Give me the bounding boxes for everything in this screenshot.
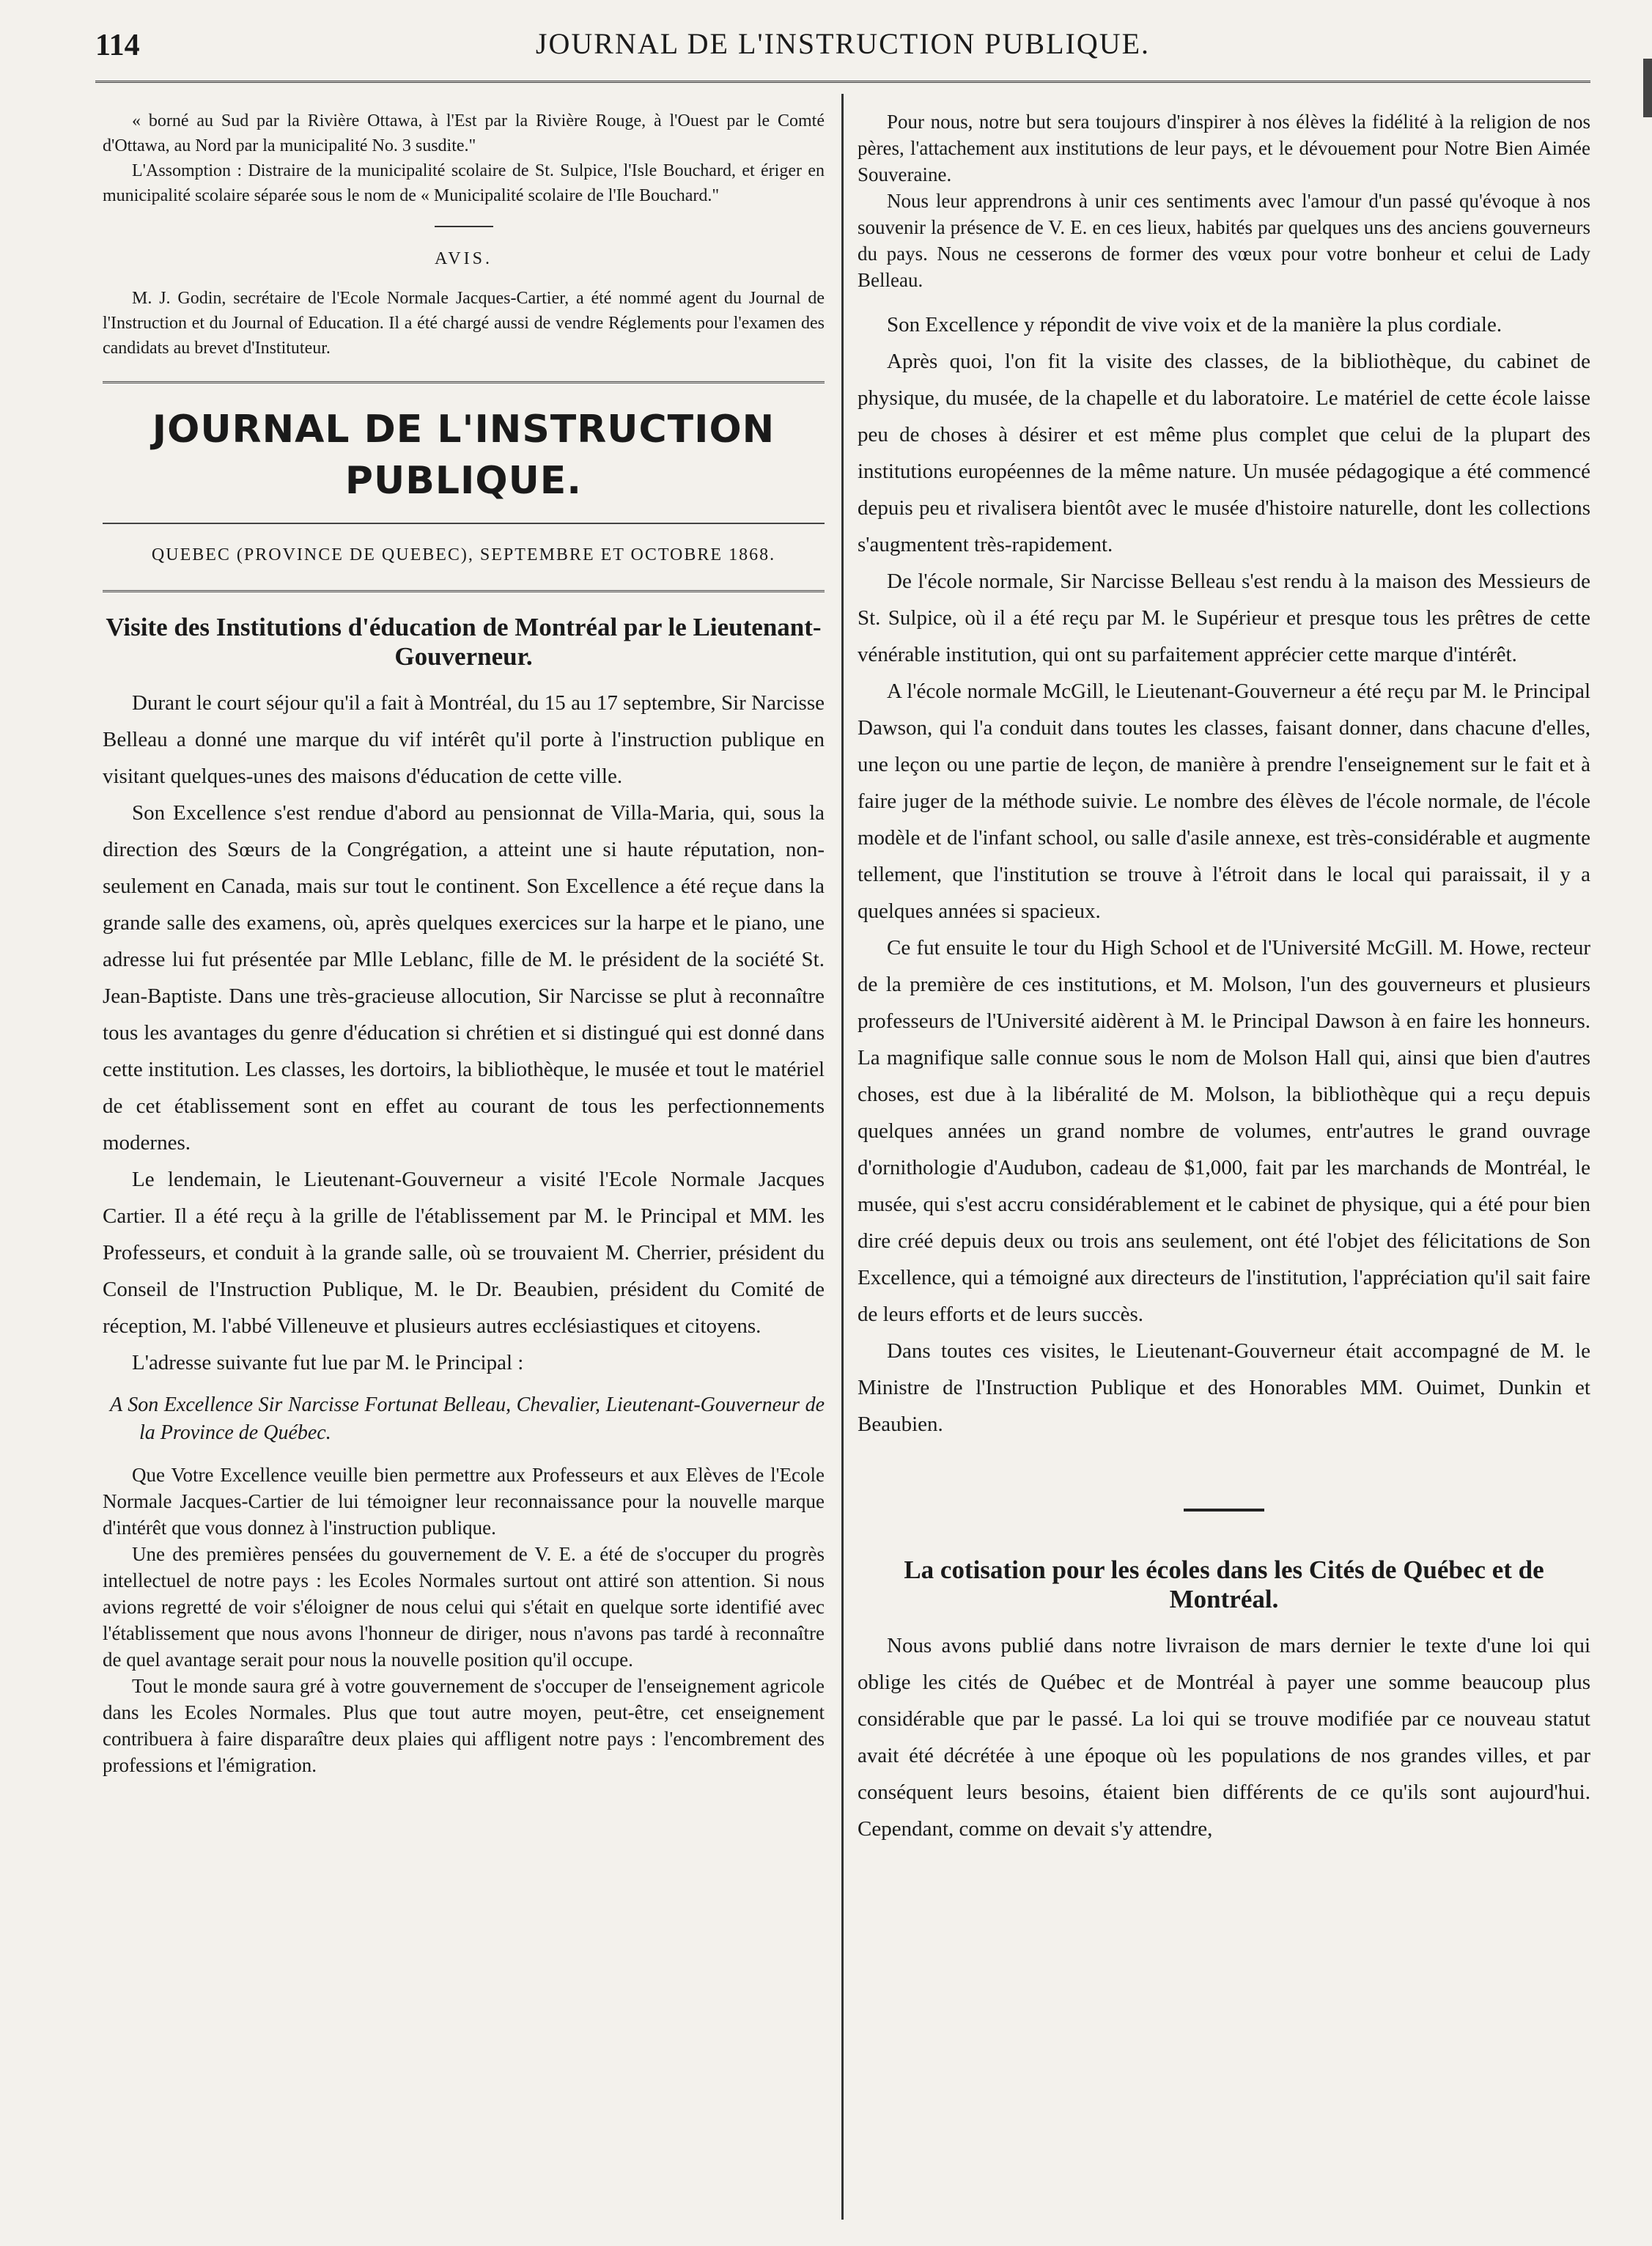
dateline-rule [103, 590, 825, 592]
dateline: QUEBEC (PROVINCE DE QUEBEC), SEPTEMBRE ET OCTOBRE 1868. [151, 545, 776, 564]
paragraph: Le lendemain, le Lieutenant-Gouverneur a visité l'Ecole Normale Jacques Cartier. Il a été reçu à la grille de l'établissement par M. le Principal et MM. les Professeurs, et conduit à la grande salle, où se trouvaient M. Cherrier, président du Conseil de l'Instruction Publique, M. le Dr. Beaubien, président du Comité de réception, M. l'abbé Villeneuve et plusieurs autres ecclésiastiques et citoyens. [103, 1168, 825, 1338]
address-salutation: A Son Excellence Sir Narcisse Fortunat Belleau, Chevalier, Lieutenant-Gouverneur de la Province de Québec. [110, 1393, 825, 1444]
address-body [103, 1462, 825, 1778]
paragraph: Durant le court séjour qu'il a fait à Montréal, du 15 au 17 septembre, Sir Narcisse Belleau a donné une marque du vif intérêt qu'il porte à l'instruction publique en visitant quelques-unes des maisons d'éducation de cette ville. [103, 691, 825, 788]
section-divider [1184, 1509, 1264, 1512]
address-paragraph: Une des premières pensées du gouvernement de V. E. a été de s'occuper du progrès intellectuel de notre pays : les Ecoles Normales surtout ont attiré son attention. Si nous avions regretté de voir s'éloigner de nous celui qui s'était en quelque sorte identifié avec l'établissement que nous avons l'honneur de diriger, nous n'avons pas tardé à reconnaître de quel avantage serait pour nous la nouvelle position qu'il occupe. [103, 1543, 825, 1671]
page-number: 114 [95, 29, 140, 62]
address-paragraph: Tout le monde saura gré à votre gouvernement de s'occuper de l'enseignement agricole dans les Ecoles Normales. Plus que tout autre moyen, peut-être, cet enseignement contribuera à faire disparaître deux plaies qui affligent notre pays : l'encombrement des professions et l'émigration. [103, 1675, 825, 1776]
address-paragraph: Que Votre Excellence veuille bien permettre aux Professeurs et aux Elèves de l'Ecole Normale Jacques-Cartier de lui témoigner leur reconnaissance pour la nouvelle marque d'intérêt que vous donnez à l'instruction publique. [103, 1464, 825, 1539]
notice-line: L'Assomption : Distraire de la municipalité scolaire de St. Sulpice, l'Isle Bouchard, et ériger en municipalité scolaire séparée sous le nom de « Municipalité scolaire de l'Ile Bouchard." [103, 161, 825, 205]
left-column [103, 108, 825, 1778]
right-column [858, 108, 1590, 1847]
masthead-bottom-rule [103, 523, 825, 524]
address-continued [858, 108, 1590, 293]
article2-title: La cotisation pour les écoles dans les Cités de Québec et de Montréal. [904, 1555, 1544, 1613]
column-divider [841, 94, 844, 2220]
header-rule [95, 81, 1590, 83]
notice-line: « borné au Sud par la Rivière Ottawa, à l'Est par la Rivière Rouge, à l'Ouest par le Comté d'Ottawa, au Nord par la municipalité No. 3 susdite." [103, 111, 825, 155]
paragraph: Après quoi, l'on fit la visite des classes, de la bibliothèque, du cabinet de physique, du musée, de la chapelle et du laboratoire. Le matériel de cette école laisse peu de choses à désirer et est même plus complet que celui de la plupart des institutions européennes de la même nature. Un musée pédagogique a été commencé depuis peu et rivalisera bientôt avec le musée d'histoire naturelle, dont les collections s'augmentent très-rapidement. [858, 350, 1590, 556]
paragraph: Dans toutes ces visites, le Lieutenant-Gouverneur était accompagné de M. le Ministre de l'Instruction Publique et des Honorables MM. Ouimet, Dunkin et Beaubien. [858, 1339, 1590, 1436]
paragraph: Nous avons publié dans notre livraison de mars dernier le texte d'une loi qui oblige les cités de Québec et de Montréal à payer une somme beaucoup plus considérable que par le passé. La loi qui se trouve modifiée par ce nouveau statut avait été décrétée à une époque où les populations de nos grandes villes, et par conséquent leurs besoins, étaient bien différents de ce qu'ils sont aujourd'hui. Cependant, comme on devait s'y attendre, [858, 1634, 1590, 1841]
paragraph: L'adresse suivante fut lue par M. le Principal : [132, 1351, 524, 1374]
page-header [95, 22, 1590, 66]
avis-text: M. J. Godin, secrétaire de l'Ecole Normale Jacques-Cartier, a été nommé agent du Journal de l'Instruction et du Journal of Education. Il a été chargé aussi de vendre Réglements pour l'examen des candidats au brevet d'Instituteur. [103, 289, 825, 358]
paragraph: De l'école normale, Sir Narcisse Belleau s'est rendu à la maison des Messieurs de St. Sulpice, où il a été reçu par M. le Supérieur et presque tous les prêtres de cette vénérable institution, qui ont su parfaitement apprécier cette marque d'intérêt. [858, 570, 1590, 666]
address-paragraph: Nous leur apprendrons à unir ces sentiments avec l'amour d'un passé qu'évoque à nos souvenir la présence de V. E. en ces lieux, habités par quelques uns des anciens gouverneurs du pays. Nous ne cesserons de former des vœux pour votre bonheur et celui de Lady Belleau. [858, 190, 1590, 291]
address-paragraph: Pour nous, notre but sera toujours d'inspirer à nos élèves la fidélité à la religion de nos pères, l'attachement aux institutions de leur pays, et le dévouement pour Notre Bien Aimée Souveraine. [858, 111, 1590, 185]
avis-rule [435, 226, 493, 227]
notice-block [103, 108, 825, 208]
paragraph: Son Excellence y répondit de vive voix et de la manière la plus cordiale. [887, 313, 1502, 336]
paragraph: Son Excellence s'est rendue d'abord au pensionnat de Villa-Maria, qui, sous la direction des Sœurs de la Congrégation, a atteint une si haute réputation, non-seulement en Canada, mais sur tout le continent. Son Excellence a été reçue dans la grande salle des examens, où, après quelques exercices sur la harpe et le piano, une adresse lui fut présentée par Mlle Leblanc, fille de M. le président de la société St. Jean-Baptiste. Dans une très-gracieuse allocution, Sir Narcisse se plut à reconnaître tous les avantages du genre d'éducation si chrétien et si distingué qui est donné dans cette institution. Les classes, les dortoirs, la bibliothèque, le musée et tout le matériel de cet établissement sont en effet au courant de tous les perfectionnements modernes. [103, 801, 825, 1155]
masthead: JOURNAL DE L'INSTRUCTION PUBLIQUE. [152, 408, 775, 503]
article-title: Visite des Institutions d'éducation de Montréal par le Lieutenant-Gouverneur. [106, 613, 822, 671]
page-edge-mark [1643, 59, 1652, 117]
masthead-top-rule [103, 381, 825, 383]
running-title: JOURNAL DE L'INSTRUCTION PUBLIQUE. [535, 27, 1151, 60]
paragraph: A l'école normale McGill, le Lieutenant-Gouverneur a été reçu par M. le Principal Dawson, qui l'a conduit dans toutes les classes, faisant donner, dans chacune d'elles, une leçon ou une partie de leçon, de manière à prendre l'enseignement sur le fait et à faire juger de la méthode suivie. Le nombre des élèves de l'école normale, de l'école modèle et de l'infant school, ou salle d'asile annexe, est très-considérable et augmente tellement, que l'institution se trouve à l'étroit dans le local qui paraissait, il y a quelques années si spacieux. [858, 680, 1590, 923]
paragraph: Ce fut ensuite le tour du High School et de l'Université McGill. M. Howe, recteur de la première de ces institutions, et M. Molson, l'un des gouverneurs et plusieurs professeurs de l'Université aidèrent à M. le Principal Dawson à en faire les honneurs. La magnifique salle connue sous le nom de Molson Hall qui, ainsi que bien d'autres choses, est due à la libéralité de M. Molson, la bibliothèque qui a reçu depuis quelques années un grand nombre de volumes, entr'autres le grand ouvrage d'ornithologie d'Audubon, cadeau de $1,000, fait par les marchands de Montréal, le musée, qui s'est accru considérablement et le cabinet de physique, qui a été pour bien dire créé depuis deux ou trois ans seulement, ont été l'objet des félicitations de Son Excellence, qui a témoigné aux directeurs de l'institution, l'appréciation qu'il sait faire de leurs efforts et de leurs succès. [858, 936, 1590, 1326]
avis-title: AVIS. [435, 249, 493, 268]
